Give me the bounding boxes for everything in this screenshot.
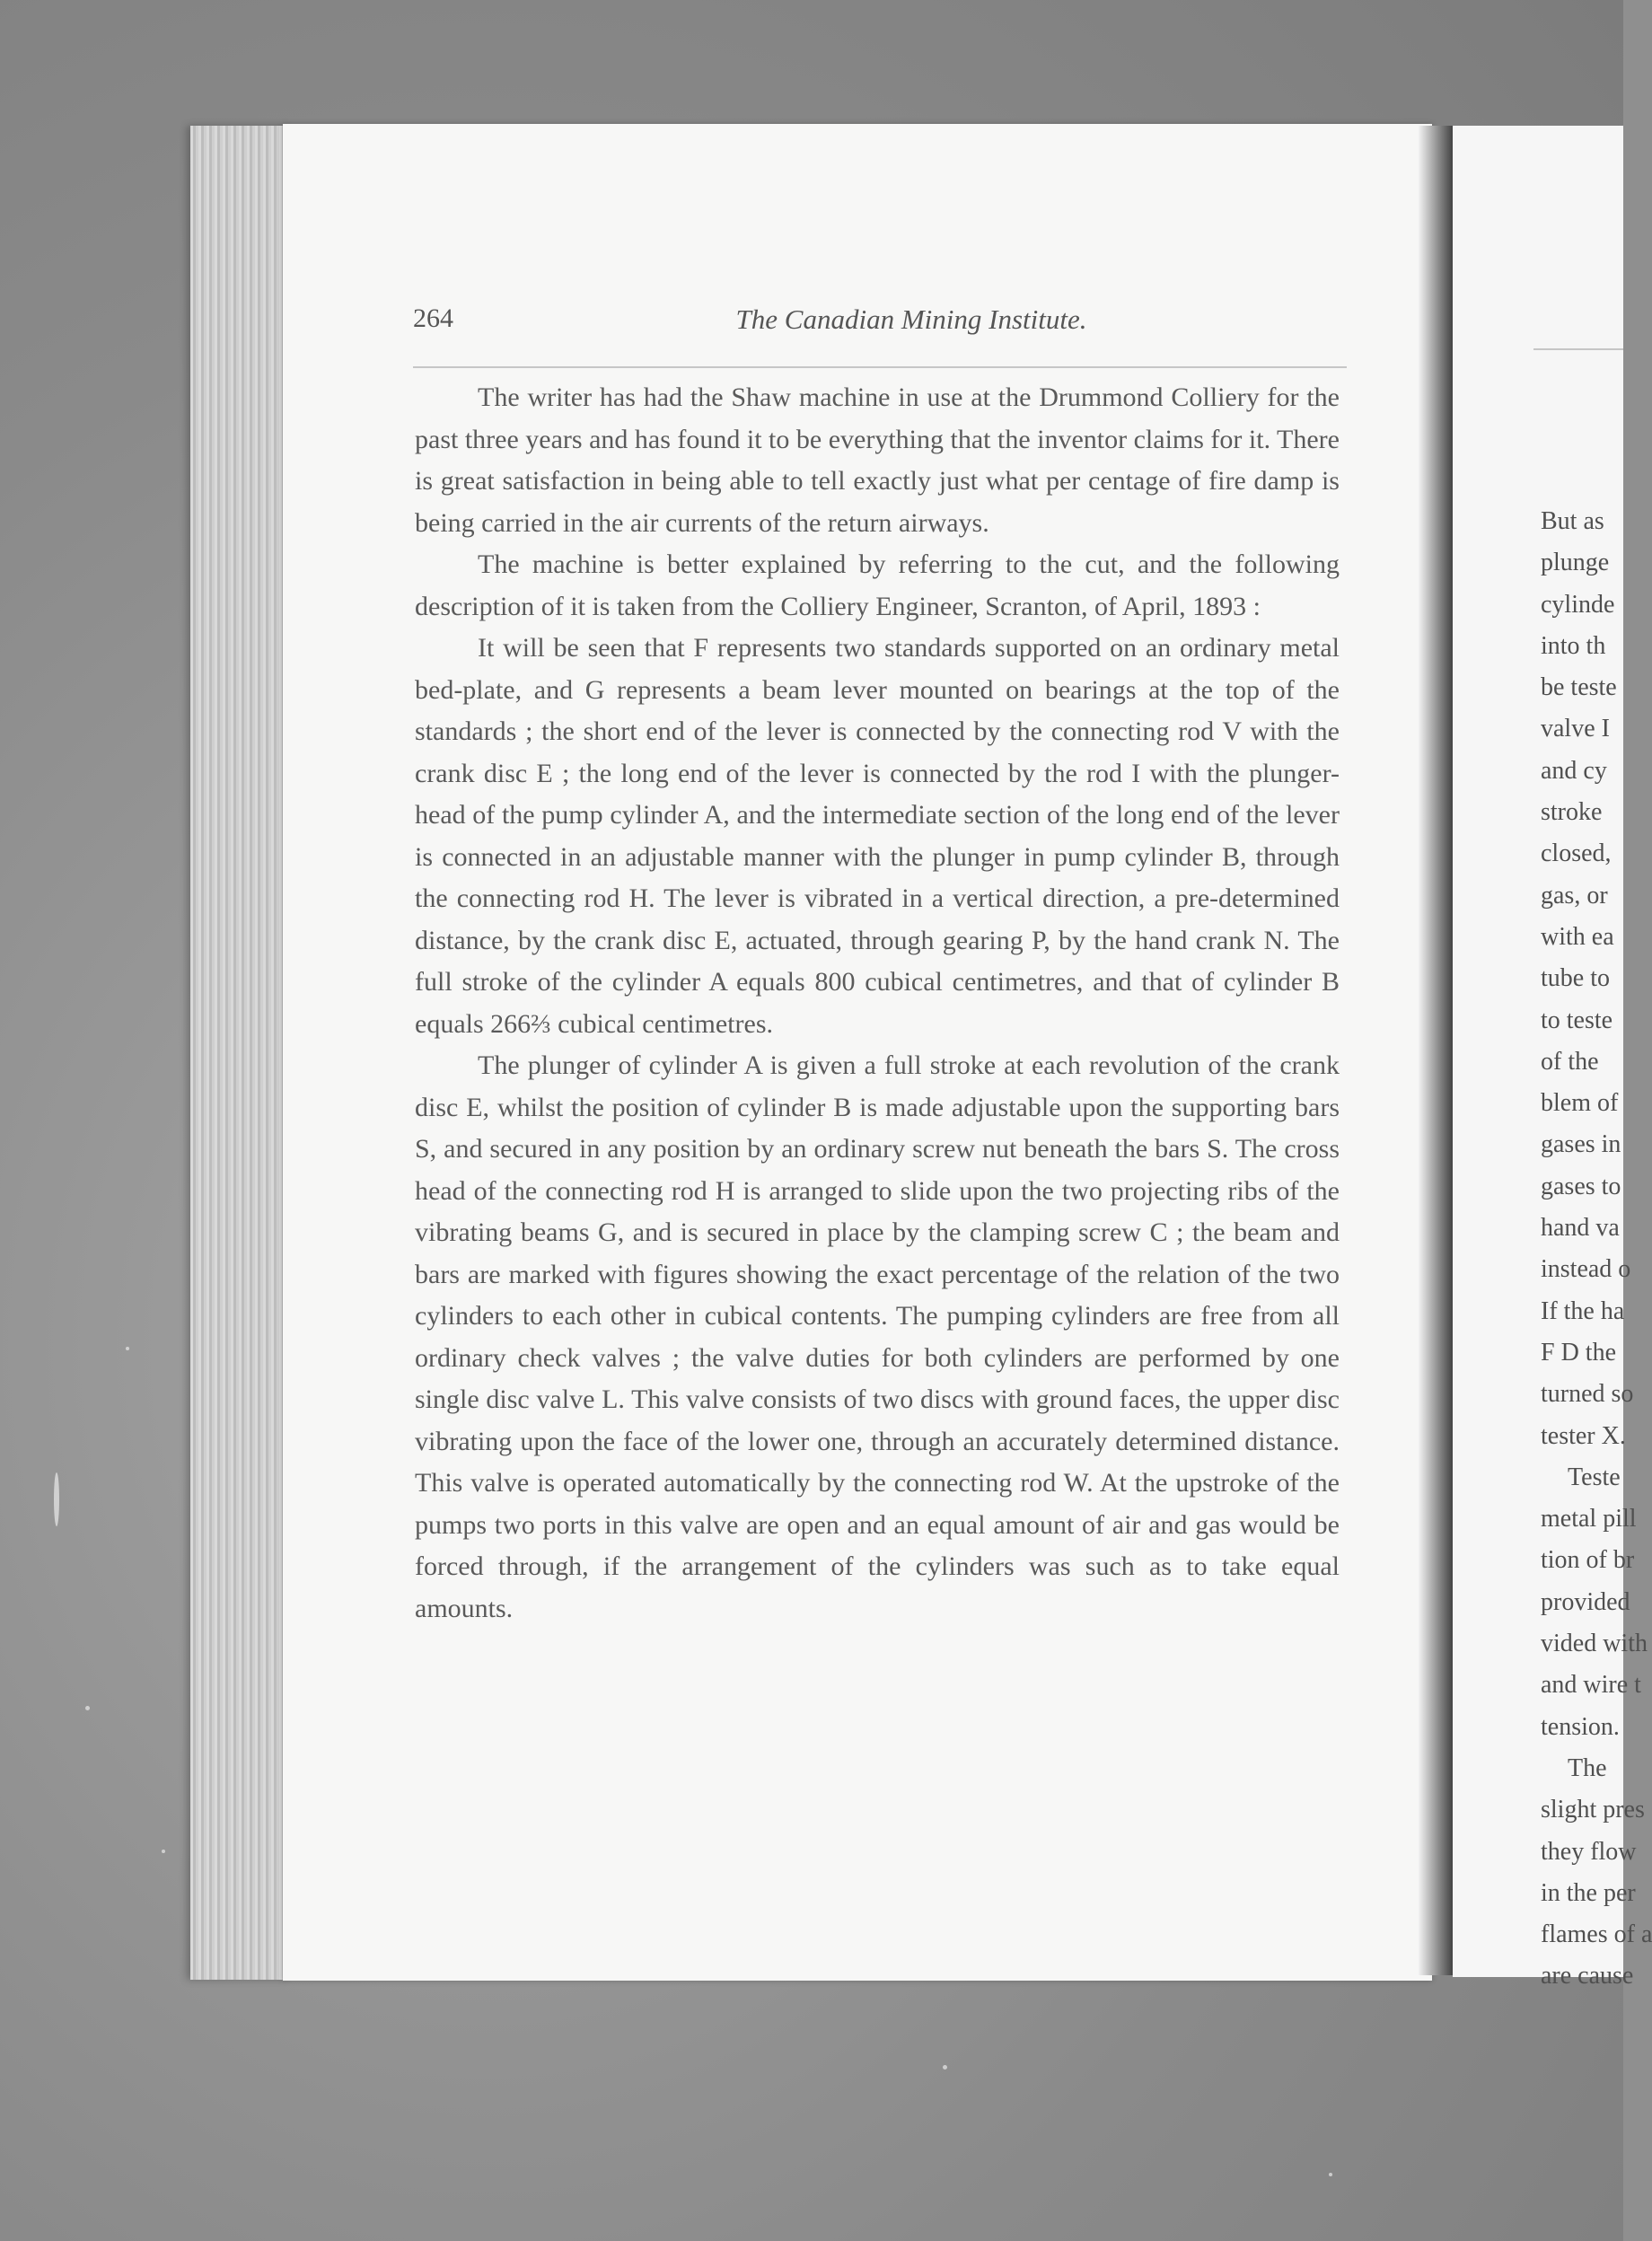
- text-line: turned so: [1541, 1380, 1634, 1409]
- text-line: they flow: [1541, 1837, 1637, 1866]
- text-line: tube to: [1541, 964, 1610, 993]
- text-line: cylinde: [1541, 590, 1615, 619]
- text-line: hand va: [1541, 1214, 1620, 1243]
- text-line: slight pres: [1541, 1796, 1645, 1824]
- text-line: F D the: [1541, 1338, 1616, 1367]
- text-line: gases to: [1541, 1172, 1621, 1200]
- running-title: The Canadian Mining Institute.: [735, 303, 1087, 335]
- text-line: But as: [1541, 507, 1604, 535]
- right-page-text: [1541, 501, 1652, 1998]
- text-line: vided with: [1541, 1630, 1648, 1658]
- text-line: and wire t: [1541, 1671, 1641, 1700]
- text-line: closed,: [1541, 839, 1612, 868]
- running-head: [413, 303, 1347, 347]
- text-line: The: [1568, 1753, 1607, 1782]
- text-line: tension.: [1541, 1712, 1620, 1741]
- text-line: in the per: [1541, 1878, 1636, 1907]
- text-line: tion of br: [1541, 1546, 1635, 1575]
- paragraph: It will be seen that F represents two standards supported on an ordinary metal bed-plate, and G represents a beam lever mounted on bearings at the top of the standards ; the short end of the lever is connected by the connecting rod V with the crank disc E ; the long end of the lever is connected by the rod I with the plunger-head of the pump cylinder A, and the intermediate section of the long end of the lever is connected in an adjustable manner with the plunger in pump cylinder B, through the connecting rod H. The lever is vibrated in a vertical direction, a pre-determined distance, by the crank disc E, actuated, through gearing P, by the hand crank N. The full stroke of the cylinder A equals 800 cubical centimetres, and that of cylinder B equals 266⅔ cubical centimetres.: [415, 633, 1340, 1039]
- text-line: tester X.: [1541, 1421, 1626, 1450]
- text-line: gas, or: [1541, 881, 1608, 910]
- book-gutter: [1419, 126, 1454, 1975]
- text-line: If the ha: [1541, 1296, 1625, 1325]
- paragraph: The plunger of cylinder A is given a full stroke at each revolution of the crank disc E, whilst the position of cylinder B is made adjustable upon the supporting bars S, and secured in any position by an ordinary screw nut beneath the bars S. The cross head of the connecting rod H is arranged to slide upon the two projecting ribs of the vibrating beams G, and is secured in place by the clamping screw C ; the beam and bars are marked with figures showing the exact percentage of the relation of the two cylinders to each other in cubical contents. The pumping cylinders are free from all ordinary check valves ; the valve duties for both cylinders are performed by one single disc valve L. This valve consists of two discs with ground faces, the upper disc vibrating upon the face of the lower one, through an accurately determined distance. This valve is operated automatically by the connecting rod W. At the upstroke of the pumps two ports in this valve are open and an equal amount of air and gas would be forced through, if the arrangement of the cylinders was such as to take equal amounts.: [415, 1050, 1340, 1623]
- text-line: flames of a: [1541, 1920, 1652, 1949]
- text-line: plunge: [1541, 549, 1610, 577]
- text-line: instead o: [1541, 1255, 1631, 1284]
- text-line: into th: [1541, 631, 1606, 660]
- text-line: are cause: [1541, 1962, 1634, 1991]
- right-page: [1453, 126, 1652, 1991]
- dust-mark: [943, 2065, 947, 2070]
- header-rule: [1533, 348, 1623, 350]
- text-line: with ea: [1541, 922, 1614, 951]
- dust-mark: [162, 1850, 165, 1853]
- header-rule: [413, 366, 1347, 368]
- text-line: gases in: [1541, 1130, 1621, 1159]
- text-line: be teste: [1541, 673, 1617, 702]
- text-line: of the: [1541, 1047, 1599, 1076]
- paragraph: The machine is better explained by referring to the cut, and the following description of it is taken from the Colliery Engineer, Scranton, of April, 1893 :: [415, 549, 1340, 621]
- text-line: stroke: [1541, 798, 1603, 827]
- text-line: metal pill: [1541, 1505, 1637, 1534]
- paragraph: The writer has had the Shaw machine in use at the Drummond Colliery for the past three years and has found it to be everything that the inventor claims for it. There is great satisfaction in being able to tell exactly just what per centage of fire damp is being carried in the air currents of the return airways.: [415, 382, 1340, 538]
- text-line: and cy: [1541, 756, 1607, 785]
- dust-mark: [1329, 2173, 1332, 2176]
- text-line: blem of: [1541, 1089, 1619, 1118]
- page-block-edges: [190, 126, 289, 1980]
- dust-mark: [54, 1472, 59, 1526]
- text-line: Teste: [1568, 1463, 1621, 1491]
- page-number: 264: [413, 303, 453, 333]
- text-line: to teste: [1541, 1006, 1613, 1034]
- dust-mark: [85, 1706, 90, 1710]
- body-text: [415, 377, 1340, 1630]
- text-line: valve I: [1541, 715, 1610, 743]
- text-line: provided: [1541, 1587, 1630, 1616]
- dust-mark: [126, 1347, 129, 1350]
